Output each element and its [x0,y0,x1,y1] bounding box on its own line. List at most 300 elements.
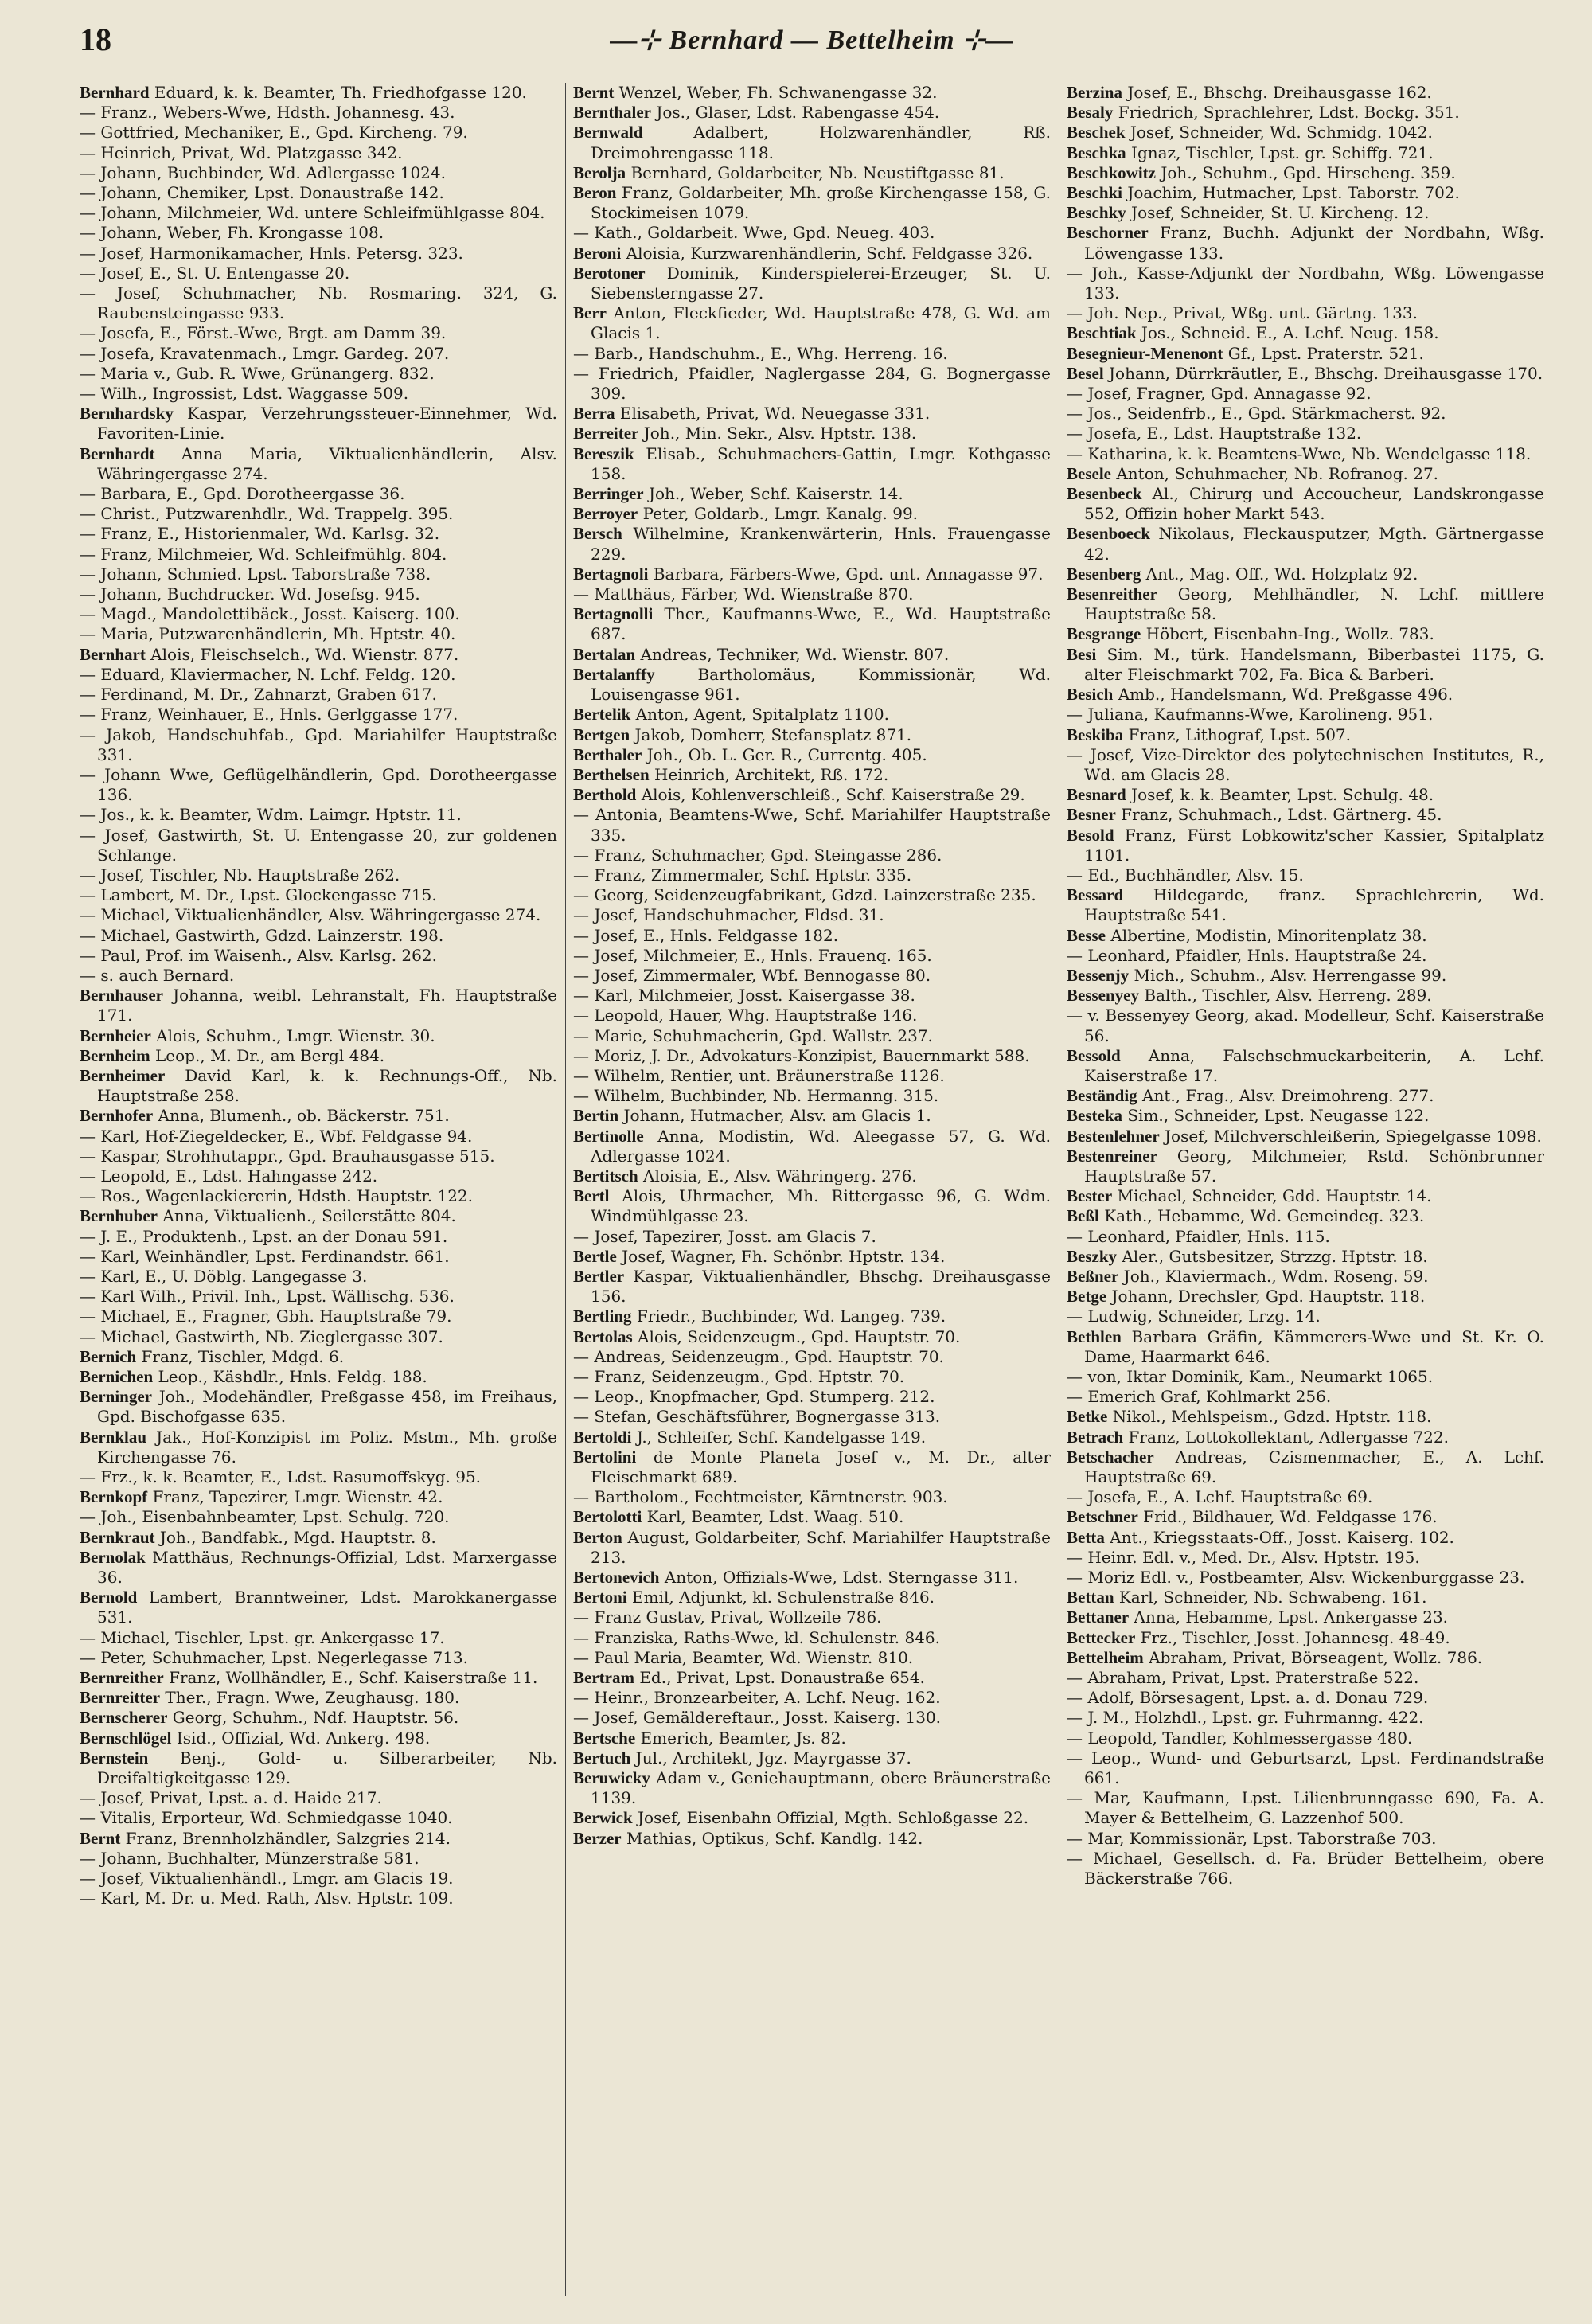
directory-entry [1067,1367,1544,1387]
directory-entry [573,705,1051,725]
entry-details: — Christ., Putzwarenhdlr., Wd. Trappelg. 395. [80,504,454,524]
entry-details: Nikol., Mehlspeism., Gdzd. Hptstr. 118. [1107,1407,1432,1427]
directory-entry [1067,1487,1544,1507]
directory-entry [573,1528,1051,1568]
directory-entry [1067,805,1544,825]
entry-details: — Josef, Schuhmacher, Nb. Rosmaring. 324, G. Raubensteingasse 933. [80,283,557,323]
directory-entry [80,1066,557,1106]
entry-details: Eduard, k. k. Beamter, Th. Friedhofgasse 120. [149,83,527,102]
directory-entry [80,1367,557,1387]
directory-entry [573,1768,1051,1808]
entry-details: — Paul, Prof. im Waisenh., Alsv. Karlsg. 262. [80,945,437,965]
entry-details: — Ed., Buchhändler, Alsv. 15. [1067,865,1304,885]
entry-surname: Berolja [573,162,626,182]
entry-details: Jak., Hof-Konzipist im Poliz. Mstm., Mh. große Kirchengasse 76. [97,1427,557,1467]
directory-entry [573,1487,1051,1507]
entry-surname: Bertolotti [573,1507,642,1527]
entry-details: — Josef, Vize-Direktor des polytechnischen Institutes, R., Wd. am Glacis 28. [1067,744,1544,784]
entry-surname: Bertoldi [573,1427,632,1447]
entry-details: — Moriz Edl. v., Postbeamter, Alsv. Wickenburggasse 23. [1067,1568,1525,1588]
entry-details: — Karl Wilh., Privil. Inh., Lpst. Wällischg. 536. [80,1287,455,1307]
entry-surname: Beschtiak [1067,323,1137,343]
entry-details: Kaspar, Viktualienhändler, Bhschg. Dreihausgasse 156. [591,1266,1051,1307]
entry-details: — Michael, Gesellsch. d. Fa. Brüder Bettelheim, obere Bäckerstraße 766. [1067,1848,1544,1888]
entry-details: — Marie, Schuhmacherin, Gpd. Wallstr. 237. [573,1025,933,1045]
entry-details: Jos., Glaser, Ldst. Rabengasse 454. [650,103,940,123]
entry-surname: Berra [573,404,615,424]
entry-details: Joh., Klaviermach., Wdm. Roseng. 59. [1118,1266,1429,1286]
entry-surname: Besegnieur-Menenont [1067,343,1223,363]
page-header [80,21,1544,65]
entry-details: — Karl, M. Dr. u. Med. Rath, Alsv. Hptstr. 109. [80,1888,454,1908]
entry-details: Isid., Offizial, Wd. Ankerg. 498. [171,1728,431,1748]
entry-surname: Bernheim [80,1045,150,1065]
entry-details: — Barb., Handschuhm., E., Whg. Herreng. 16. [573,343,948,363]
entry-details: — Vitalis, Erporteur, Wd. Schmiedgasse 1040. [80,1808,453,1828]
directory-entry [1067,624,1544,644]
entry-details: — Abraham, Privat, Lpst. Praterstraße 522. [1067,1668,1419,1688]
entry-surname: Bernstein [80,1748,149,1767]
directory-entry [1067,464,1544,484]
directory-entry [573,264,1051,303]
entry-surname: Bettan [1067,1588,1114,1607]
entry-details: Albertine, Modistin, Minoritenplatz 38. [1106,925,1427,945]
entry-surname: Bessenyey [1067,986,1139,1006]
entry-details: Joh., Bandfabk., Mgd. Hauptstr. 8. [154,1527,436,1547]
directory-entry [573,1447,1051,1487]
directory-entry [573,926,1051,946]
directory-entry [573,1428,1051,1447]
entry-details: — Mar, Kommissionär, Lpst. Taborstraße 703. [1067,1828,1437,1848]
entry-surname: Bessard [1067,885,1124,905]
entry-details: Alois, Seidenzeugm., Gpd. Hauptstr. 70. [632,1326,961,1346]
directory-entry [80,1166,557,1186]
entry-details: — Kaspar, Strohhutappr., Gpd. Brauhausgasse 515. [80,1146,495,1166]
directory-entry [1067,1668,1544,1688]
directory-entry [573,1086,1051,1106]
entry-surname: Berthaler [573,744,642,764]
directory-entry [573,1748,1051,1768]
directory-entry [80,926,557,946]
entry-details: Anna, Viktualienh., Seilerstätte 804. [158,1206,456,1226]
column-1 [80,83,557,2296]
entry-surname: Bertl [573,1186,610,1206]
directory-entry [573,1588,1051,1607]
directory-entry [1067,524,1544,564]
entry-surname: Beßner [1067,1266,1119,1286]
entry-details: Georg, Schuhm., Ndf. Hauptstr. 56. [167,1708,459,1728]
directory-entry [1067,1428,1544,1447]
entry-surname: Berzer [573,1828,622,1848]
directory-entry [1067,1648,1544,1668]
entry-surname: Bernolak [80,1547,146,1567]
entry-details: Alois, Kohlenverschleiß., Schf. Kaiserstraße 29. [636,785,1025,805]
entry-details: Amb., Handelsmann, Wd. Preßgasse 496. [1113,685,1453,705]
entry-details: — Leop., Wund- und Geburtsarzt, Lpst. Ferdinandstraße 661. [1067,1748,1544,1788]
entry-details: Frid., Bildhauer, Wd. Feldgasse 176. [1137,1507,1438,1527]
entry-details: Ant., Mag. Off., Wd. Holzplatz 92. [1141,564,1418,584]
entry-details: — Franz, Seidenzeugm., Gpd. Hptstr. 70. [573,1367,905,1386]
directory-entry [573,1668,1051,1688]
entry-surname: Bernscherer [80,1708,168,1728]
entry-details: Anton, Agent, Spitalplatz 1100. [630,705,889,725]
entry-details: Emil, Adjunkt, kl. Schulenstraße 846. [626,1588,935,1607]
entry-surname: Besenberg [1067,564,1141,584]
entry-details: — Matthäus, Färber, Wd. Wienstraße 870. [573,584,914,604]
entry-details: — Josef, Tapezirer, Josst. am Glacis 7. [573,1226,876,1246]
entry-details: Al., Chirurg und Accoucheur, Landskrongasse 552, Offizin hoher Markt 543. [1084,484,1544,524]
entry-details: Joh., Schuhm., Gpd. Hirscheng. 359. [1156,162,1456,182]
entry-details: — Johann, Milchmeier, Wd. untere Schleifmühlgasse 804. [80,203,545,223]
directory-entry [1067,1568,1544,1588]
entry-details: — Johann, Weber, Fh. Krongasse 108. [80,223,384,243]
entry-surname: Besnard [1067,785,1126,805]
entry-surname: Bernhuber [80,1206,158,1226]
entry-details: — Heinr. Edl. v., Med. Dr., Alsv. Hptstr. 195. [1067,1547,1420,1567]
directory-entry [80,905,557,925]
directory-entry [573,765,1051,785]
directory-entry [1067,826,1544,865]
entry-details: Johann, Dürrkräutler, E., Bhschg. Dreihausgasse 170. [1103,363,1543,383]
directory-entry [573,865,1051,885]
entry-details: — Johann Wwe, Geflügelhändlerin, Gpd. Dorotheergasse 136. [80,764,557,805]
directory-entry [80,323,557,343]
entry-details: Ther., Kaufmanns-Wwe, E., Wd. Hauptstraße 687. [591,604,1051,644]
directory-entry [80,604,557,624]
directory-entry [1067,1146,1544,1186]
entry-details: — Michael, Gastwirth, Nb. Zieglergasse 307. [80,1326,443,1346]
entry-details: Jul., Architekt, Jgz. Mayrgasse 37. [630,1748,911,1767]
entry-surname: Bertolini [573,1447,637,1467]
directory-entry [80,364,557,384]
directory-entry [80,1206,557,1226]
directory-entry [80,725,557,765]
directory-entry [573,1327,1051,1347]
directory-entry [1067,685,1544,705]
directory-entry [1067,1407,1544,1427]
entry-surname: Berroyer [573,504,638,524]
directory-entry [573,364,1051,404]
entry-details: Leop., Käshdlr., Hnls. Feldg. 188. [153,1367,427,1386]
directory-columns [80,83,1544,2296]
directory-entry [80,1227,557,1247]
entry-details: Friedr., Buchbinder, Wd. Langeg. 739. [631,1307,946,1326]
entry-details: — Joh., Eisenbahnbeamter, Lpst. Schulg. 720. [80,1507,450,1527]
directory-entry [80,885,557,905]
entry-surname: Bertin [573,1106,619,1126]
entry-details: Ther., Fragn. Wwe, Zeughausg. 180. [160,1688,460,1708]
entry-surname: Bertalanffy [573,664,655,684]
directory-entry [1067,1307,1544,1326]
directory-entry [80,264,557,283]
entry-details: Barbara Gräfin, Kämmerers-Wwe und St. Kr. O. Dame, Haarmarkt 646. [1084,1326,1544,1366]
entry-details: — Franz Gustav, Privat, Wollzeile 786. [573,1607,882,1627]
entry-surname: Besenreither [1067,584,1157,604]
entry-details: Anna Maria, Viktualienhändlerin, Alsv. Währingergasse 274. [97,443,557,483]
entry-surname: Bertagnoli [573,564,649,584]
entry-details: — Friedrich, Pfaidler, Naglergasse 284, G. Bognergasse 309. [573,363,1051,404]
entry-surname: Bernheier [80,1025,151,1045]
entry-details: — von, Iktar Dominik, Kam., Neumarkt 1065. [1067,1367,1434,1386]
entry-details: Joh., Modehändler, Preßgasse 458, im Freihaus, Gpd. Bischofgasse 635. [97,1387,557,1427]
directory-entry [573,1367,1051,1387]
entry-details: — Josefa, Kravatenmach., Lmgr. Gardeg. 207. [80,343,450,363]
entry-surname: Berthelsen [573,764,650,784]
directory-entry [80,1748,557,1788]
directory-entry [80,1507,557,1527]
entry-details: — Michael, E., Fragner, Gbh. Hauptstraße 79. [80,1307,452,1326]
directory-entry [1067,1548,1544,1568]
entry-details: — Josef, E., Hnls. Feldgasse 182. [573,925,839,945]
entry-details: Alois, Uhrmacher, Mh. Rittergasse 96, G. Wdm. Windmühlgasse 23. [591,1186,1051,1226]
entry-surname: Bettecker [1067,1627,1136,1647]
entry-details: — Franz, Milchmeier, Wd. Schleifmühlg. 804. [80,544,447,564]
entry-details: Sim. M., türk. Handelsmann, Biberbastei 1175, G. alter Fleischmarkt 702, Fa. Bica & Barberi. [1084,644,1544,684]
entry-surname: Betta [1067,1527,1105,1547]
directory-entry [80,1247,557,1267]
entry-details: — Josef, Milchmeier, E., Hnls. Frauenq. 165. [573,945,932,965]
directory-entry [1067,1227,1544,1247]
directory-entry [1067,1247,1544,1267]
directory-entry [573,1066,1051,1086]
directory-entry [80,123,557,143]
entry-details: Josef, E., Bhschg. Dreihausgasse 162. [1122,83,1432,102]
entry-details: — Franziska, Raths-Wwe, kl. Schulenstr. 846. [573,1627,940,1647]
entry-details: — Jos., Seidenfrb., E., Gpd. Stärkmacherst. 92. [1067,404,1446,424]
directory-entry [573,484,1051,504]
directory-entry [80,1146,557,1166]
entry-details: Bernhard, Goldarbeiter, Nb. Neustiftgasse 81. [626,162,1005,182]
directory-entry [573,604,1051,644]
entry-surname: Bertsche [573,1728,636,1748]
directory-entry [1067,1267,1544,1287]
entry-surname: Bernheimer [80,1065,166,1085]
entry-details: — Andreas, Seidenzeugm., Gpd. Hauptstr. 70. [573,1346,944,1366]
entry-surname: Berthold [573,785,637,805]
entry-details: Adalbert, Holzwarenhändler, Rß. Dreimohrengasse 118. [591,123,1051,162]
entry-surname: Bestenlehner [1067,1126,1160,1146]
entry-list [80,83,557,1908]
entry-surname: Berwick [573,1808,633,1828]
directory-entry [573,745,1051,765]
directory-entry [1067,444,1544,464]
directory-entry [80,986,557,1025]
entry-details: Joh., Weber, Schf. Kaiserstr. 14. [643,484,903,504]
entry-details: Josef, k. k. Beamter, Lpst. Schulg. 48. [1126,785,1434,805]
directory-entry [1067,1688,1544,1708]
entry-details: Bartholomäus, Kommissionär, Wd. Louisengasse 961. [591,664,1051,705]
directory-entry [80,404,557,443]
directory-entry [573,103,1051,123]
entry-details: — Adolf, Börsesagent, Lpst. a. d. Donau 729. [1067,1688,1429,1708]
directory-entry [1067,926,1544,946]
entry-details: — Leopold, Hauer, Whg. Hauptstraße 146. [573,1006,918,1025]
directory-entry [573,244,1051,264]
entry-details: Nikolaus, Fleckausputzer, Mgth. Gärtnergasse 42. [1084,524,1544,564]
entry-details: Abraham, Privat, Börseagent, Wollz. 786. [1143,1647,1483,1667]
directory-entry [573,1728,1051,1748]
entry-surname: Bertolas [573,1326,633,1346]
entry-surname: Beszky [1067,1246,1117,1266]
directory-entry [80,1487,557,1507]
directory-entry [80,1428,557,1467]
entry-details: — Emerich Graf, Kohlmarkt 256. [1067,1387,1332,1407]
entry-surname: Bernreitter [80,1688,161,1708]
entry-details: — J. M., Holzhdl., Lpst. gr. Fuhrmanng. 422. [1067,1708,1424,1728]
entry-details: — Joh. Nep., Privat, Wßg. unt. Gärtng. 133. [1067,303,1418,323]
directory-entry [1067,1528,1544,1548]
directory-entry [573,1688,1051,1708]
directory-entry [80,1648,557,1668]
entry-surname: Berr [573,303,607,323]
directory-entry [80,1888,557,1908]
directory-entry [573,1387,1051,1407]
directory-entry [1067,705,1544,725]
directory-entry [1067,966,1544,986]
entry-details: Karl, Beamter, Ldst. Waag. 510. [642,1507,904,1527]
entry-details: Alois, Fleischselch., Wd. Wienstr. 877. [145,644,459,664]
directory-entry [1067,143,1544,163]
directory-entry [80,1387,557,1427]
entry-surname: Bertitsch [573,1166,638,1185]
entry-surname: Bernhardt [80,443,155,463]
directory-entry [80,865,557,885]
entry-details: Franz, Goldarbeiter, Mh. große Kirchengasse 158, G. Stockimeisen 1079. [591,183,1051,223]
entry-surname: Betschner [1067,1507,1138,1527]
entry-surname: Beschek [1067,123,1126,143]
entry-surname: Beroni [573,243,622,263]
directory-entry [573,805,1051,845]
directory-entry [80,1347,557,1367]
entry-details: — Katharina, k. k. Beamtens-Wwe, Nb. Wendelgasse 118. [1067,443,1532,463]
directory-entry [80,1548,557,1588]
entry-details: — Karl, E., U. Döblg. Langegasse 3. [80,1266,368,1286]
entry-details: Aler., Gutsbesitzer, Strzzg. Hptstr. 18. [1117,1246,1428,1266]
entry-surname: Bernich [80,1346,137,1366]
directory-entry [573,1607,1051,1627]
entry-details: Benj., Gold- u. Silberarbeiter, Nb. Dreifaltigkeitgasse 129. [97,1748,557,1788]
entry-details: — Kath., Goldarbeit. Wwe, Gpd. Neueg. 403. [573,223,935,243]
directory-entry [573,444,1051,484]
entry-surname: Beßl [1067,1206,1099,1226]
directory-entry [1067,1728,1544,1748]
column-2 [573,83,1051,2296]
entry-details: Josef, Eisenbahn Offizial, Mgth. Schloßgasse 22. [632,1808,1029,1828]
directory-entry [80,1849,557,1869]
directory-entry [80,1588,557,1627]
entry-details: Lambert, Branntweiner, Ldst. Marokkanergasse 531. [97,1588,557,1627]
directory-entry [1067,223,1544,263]
entry-surname: Besenboeck [1067,524,1150,544]
entry-surname: Bereszik [573,443,634,463]
entry-details: Andreas, Czismenmacher, E., A. Lchf. Hauptstraße 69. [1084,1447,1544,1487]
directory-entry [1067,123,1544,143]
directory-entry [80,83,557,103]
directory-entry [573,1829,1051,1849]
directory-entry [80,1327,557,1347]
entry-details: Ed., Privat, Lpst. Donaustraße 654. [634,1668,925,1688]
directory-entry [80,444,557,484]
entry-details: de Monte Planeta Josef v., M. Dr., alter Fleischmarkt 689. [591,1447,1051,1487]
directory-entry [80,584,557,604]
directory-entry [1067,1106,1544,1126]
directory-entry [80,484,557,504]
entry-surname: Bertle [573,1246,617,1266]
entry-details: Anton, Fleckfieder, Wd. Hauptstraße 478, G. Wd. am Glacis 1. [591,303,1051,343]
entry-details: — Gottfried, Mechaniker, E., Gpd. Kircheng. 79. [80,123,468,143]
entry-details: Emerich, Beamter, Js. 82. [635,1728,846,1748]
entry-surname: Bettelheim [1067,1647,1144,1667]
directory-entry [80,1106,557,1126]
entry-details: Andreas, Techniker, Wd. Wienstr. 807. [635,644,950,664]
directory-entry [1067,344,1544,364]
entry-surname: Betrach [1067,1427,1124,1447]
entry-details: — Karl, Weinhändler, Lpst. Ferdinandstr. 661. [80,1246,450,1266]
directory-entry [80,143,557,163]
directory-entry [573,1347,1051,1367]
directory-entry [573,1026,1051,1046]
entry-surname: Berninger [80,1387,152,1407]
entry-details: — Leonhard, Pfaidler, Hnls. Hauptstraße 24. [1067,945,1427,965]
directory-entry [80,765,557,805]
directory-entry [80,826,557,865]
entry-list [573,83,1051,1849]
entry-surname: Beschkowitz [1067,162,1156,182]
directory-entry [573,223,1051,243]
entry-details: — Ros., Wagenlackiererin, Hdsth. Hauptstr. 122. [80,1186,474,1206]
entry-surname: Besich [1067,685,1114,705]
directory-entry [573,1127,1051,1166]
entry-details: David Karl, k. k. Rechnungs-Off., Nb. Hauptstraße 258. [97,1065,557,1106]
entry-surname: Bernhofer [80,1106,154,1126]
entry-details: Ant., Kriegsstaats-Off., Josst. Kaiserg. 102. [1104,1527,1454,1547]
entry-details: Kath., Hebamme, Wd. Gemeindeg. 323. [1098,1206,1425,1226]
entry-details: Anton, Schuhmacher, Nb. Rofranog. 27. [1110,463,1439,483]
entry-details: — s. auch Bernard. [80,965,235,985]
directory-entry [1067,1628,1544,1648]
directory-entry [573,303,1051,343]
entry-surname: Beschorner [1067,223,1149,243]
directory-entry [573,946,1051,966]
directory-entry [1067,564,1544,584]
entry-surname: Beskiba [1067,725,1124,744]
entry-details: — Bartholom., Fechtmeister, Kärntnerstr. 903. [573,1487,948,1507]
entry-details: — Georg, Seidenzeugfabrikant, Gdzd. Lainzerstraße 235. [573,885,1036,905]
entry-details: Peter, Goldarb., Lmgr. Kanalg. 99. [638,504,919,524]
directory-entry [573,564,1051,584]
entry-details: Franz, Buchh. Adjunkt der Nordbahn, Wßg. Löwengasse 133. [1084,223,1544,263]
directory-entry [80,103,557,123]
directory-entry [573,725,1051,745]
directory-entry [573,344,1051,364]
directory-entry [573,1186,1051,1226]
directory-entry [80,1808,557,1828]
entry-surname: Bernichen [80,1367,154,1386]
entry-surname: Besel [1067,363,1104,383]
entry-details: Josef, Schneider, Wd. Schmidg. 1042. [1125,123,1433,143]
entry-surname: Betge [1067,1287,1107,1307]
entry-details: Aloisia, Kurzwarenhändlerin, Schf. Feldgasse 326. [621,243,1033,263]
directory-entry [80,1688,557,1708]
entry-details: — Mar, Kaufmann, Lpst. Lilienbrunngasse 690, Fa. A. Mayer & Bettelheim, G. Lazzenhof 500. [1067,1788,1544,1828]
entry-details: Johann, Hutmacher, Alsv. am Glacis 1. [618,1106,931,1126]
entry-details: Franz, Fürst Lobkowitz'scher Kassier, Spitalplatz 1101. [1084,825,1544,865]
entry-surname: Berzina [1067,83,1122,102]
directory-entry [573,404,1051,424]
entry-details: — Heinr., Bronzearbeiter, A. Lchf. Neug. 162. [573,1688,941,1708]
entry-details: Anna, Falschschmuckarbeiterin, A. Lchf. Kaiserstraße 17. [1084,1045,1544,1085]
directory-entry [573,123,1051,162]
